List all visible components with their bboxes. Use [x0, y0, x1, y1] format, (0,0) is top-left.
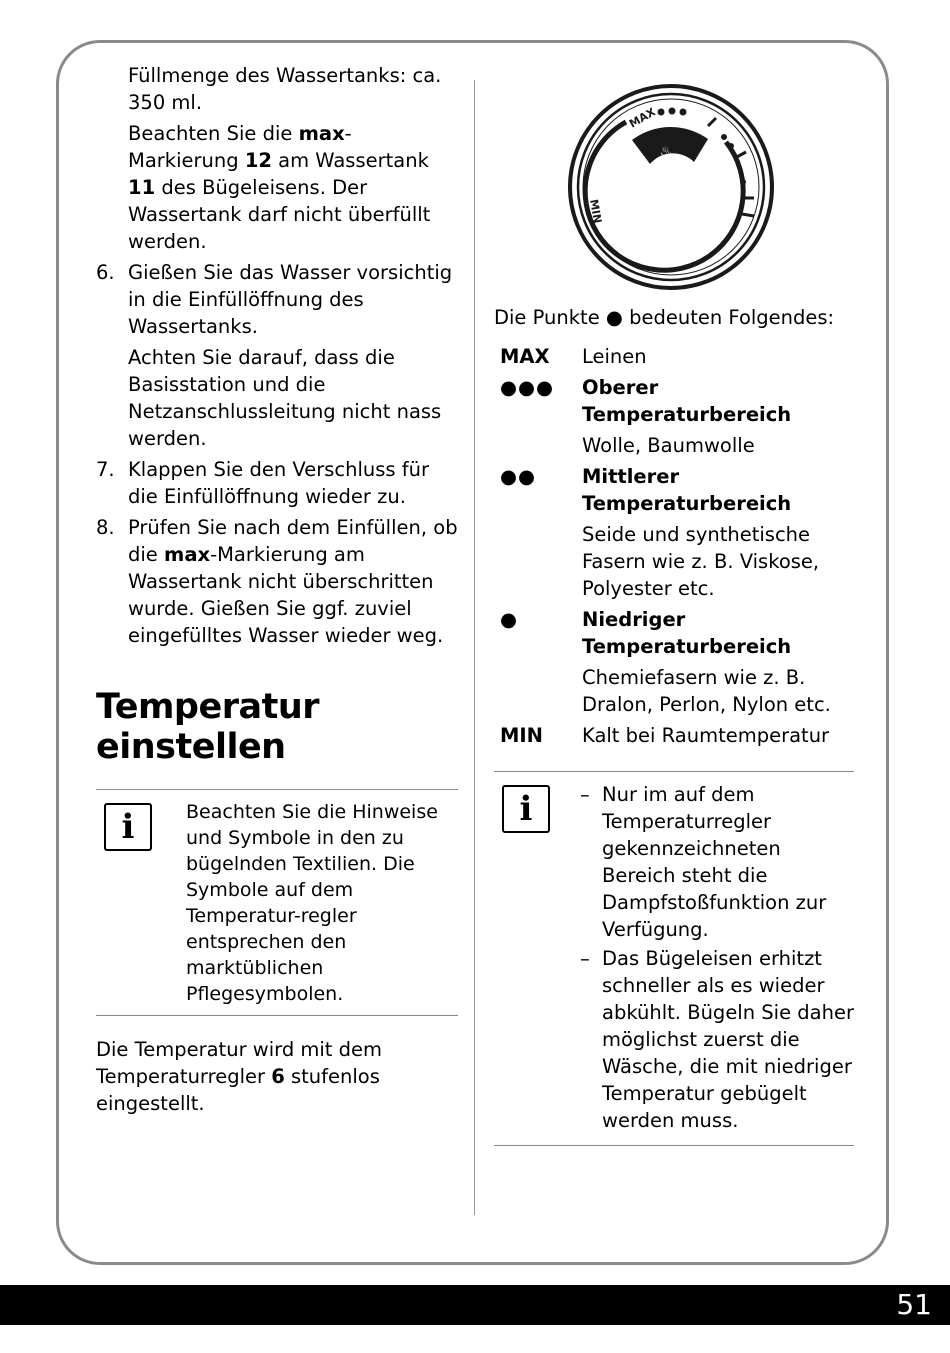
legend-desc: Kalt bei Raumtemperatur — [582, 724, 830, 747]
footer-bar — [0, 1285, 950, 1325]
step-text: Gießen Sie das Wasser vorsichtig in die Einfüllöffnung des Wassertanks. — [128, 261, 453, 338]
dial-dot — [721, 134, 727, 140]
info-icon: i — [502, 785, 550, 833]
dial-tick — [742, 214, 754, 216]
legend-row-max — [494, 343, 854, 370]
legend-key: ●● — [500, 465, 537, 488]
info-text: Beachten Sie die Hinweise und Symbole in den zu bügelnden Textilien. Die Symbole auf dem Temperatur-regler entsprechen den marktüblichen Pflegesymbolen. — [186, 801, 438, 1005]
right-column — [494, 80, 854, 1146]
step-text: Klappen Sie den Verschluss für die Einfüllöffnung wieder zu. — [128, 458, 430, 508]
dial-tick — [708, 118, 716, 126]
step-number: 6. — [96, 261, 115, 284]
legend-row-min — [494, 722, 854, 749]
dash-bullet: – — [580, 947, 590, 970]
info-box — [494, 771, 854, 1146]
temperature-legend — [494, 343, 854, 749]
temperature-dial-illustration — [566, 82, 776, 292]
legend-key: MIN — [500, 724, 543, 747]
legend-row-three-dots — [494, 374, 854, 459]
dial-dot — [658, 109, 665, 116]
dash-bullet: – — [580, 783, 590, 806]
legend-row-two-dots — [494, 463, 854, 602]
step-6-note: Achten Sie darauf, dass die Basisstation und die Netzanschlussleitung nicht nass werden. — [128, 346, 442, 450]
legend-title: Mittlerer Temperaturbereich — [582, 465, 792, 515]
legend-row-one-dot — [494, 606, 854, 718]
section-heading: Temperatur einstellen — [96, 687, 320, 767]
legend-desc: Chemiefasern wie z. B. Dralon, Perlon, Nylon etc. — [582, 666, 831, 716]
page-number: 51 — [896, 1288, 932, 1321]
dial-min-label: MIN — [587, 198, 605, 225]
list-item-text: Das Bügeleisen erhitzt schneller als es wieder abkühlt. Bügeln Sie daher möglichst zuerst die Wäsche, die mit niedriger Temperatur gebügelt werden muss. — [602, 947, 854, 1132]
info-list — [580, 781, 854, 1136]
left-column — [96, 62, 458, 1117]
legend-desc: Wolle, Baumwolle — [582, 434, 755, 457]
step-6 — [96, 259, 458, 340]
step-number: 7. — [96, 458, 115, 481]
step-text: Prüfen Sie nach dem Einfüllen, ob die max-Markierung am Wassertank nicht überschritten wurde. Gießen Sie ggf. zuviel eingefülltes Wasser wieder weg. — [128, 516, 458, 647]
legend-title: Niedriger Temperaturbereich — [582, 608, 792, 658]
column-divider — [474, 80, 475, 1215]
step-number: 8. — [96, 516, 115, 539]
dial-max-label: MAX — [627, 105, 658, 131]
step-8 — [96, 514, 458, 649]
list-item — [580, 945, 854, 1134]
dial-dot — [740, 179, 746, 185]
fill-amount-text: Füllmenge des Wassertanks: ca. 350 ml. — [128, 64, 442, 114]
dial-inner-ring — [578, 94, 764, 280]
info-icon: i — [104, 803, 152, 851]
temperature-dial-figure — [494, 80, 854, 302]
max-marking-note: Beachten Sie die max-Markierung 12 am Wassertank 11 des Bügeleisens. Der Wassertank darf nicht überfüllt werden. — [128, 122, 431, 253]
dial-dot — [680, 109, 687, 116]
dial-dot — [669, 108, 676, 115]
info-box — [96, 789, 458, 1016]
legend-title: Oberer Temperaturbereich — [582, 376, 792, 426]
dots-intro: Die Punkte ● bedeuten Folgendes: — [494, 306, 835, 329]
legend-key: MAX — [500, 345, 550, 368]
legend-desc: Seide und synthetische Fasern wie z. B. Viskose, Polyester etc. — [582, 523, 820, 600]
dial-dot — [728, 143, 734, 149]
list-item — [580, 781, 854, 943]
legend-desc: Leinen — [582, 345, 647, 368]
steam-icon: ♨ — [659, 144, 673, 160]
list-item-text: Nur im auf dem Temperaturregler gekennzeichneten Bereich steht die Dampfstoßfunktion zur Verfügung. — [602, 783, 827, 941]
step-7 — [96, 456, 458, 510]
temperature-regulator-note: Die Temperatur wird mit dem Temperaturregler 6 stufenlos eingestellt. — [96, 1038, 383, 1115]
legend-key: ●●● — [500, 376, 555, 399]
legend-key: ● — [500, 608, 519, 631]
